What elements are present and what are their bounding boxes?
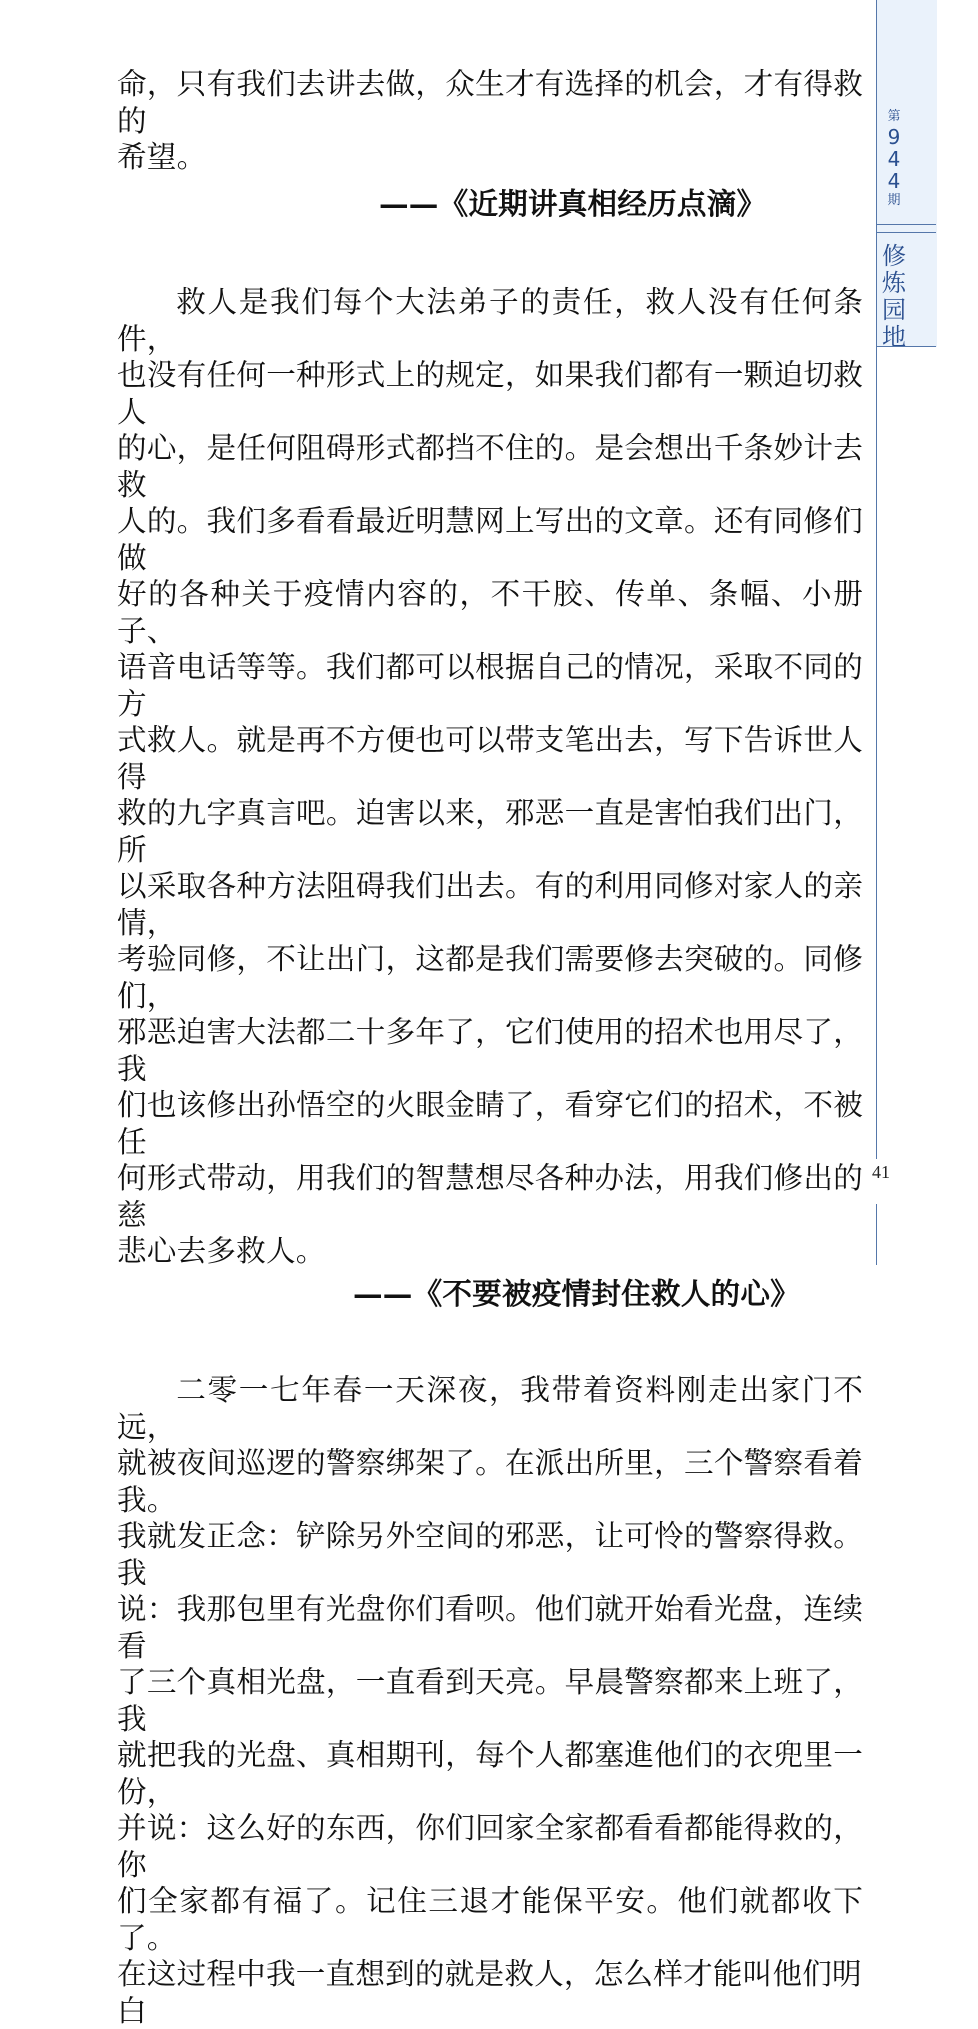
sidebar-rule <box>876 1204 877 1265</box>
source-title-1: ——《近期讲真相经历点滴》 <box>379 185 767 221</box>
text-line: 命，只有我们去讲去做，众生才有选择的机会，才有得救的 <box>117 67 863 138</box>
sidebar <box>876 0 978 1265</box>
section-title <box>878 243 910 351</box>
text-line: 就被夜间巡逻的警察绑架了。在派出所里，三个警察看着我。 <box>117 1446 863 1517</box>
text-line: 希望。 <box>117 140 207 174</box>
paragraph-1 <box>117 66 863 176</box>
text-line: 并说：这么好的东西，你们回家全家都看看都能得救的，你 <box>117 1811 863 1882</box>
text-line: 人的。我们多看看最近明慧网上写出的文章。还有同修们做 <box>117 504 863 575</box>
issue-suffix: 期 <box>887 193 901 208</box>
text-line: 了三个真相光盘，一直看到天亮。早晨警察都来上班了，我 <box>117 1665 863 1736</box>
section-char: 修 <box>882 242 906 270</box>
source-title-2: ——《不要被疫情封住救人的心》 <box>353 1275 800 1311</box>
text-line: 们也该修出孙悟空的火眼金睛了，看穿它们的招术，不被任 <box>117 1088 863 1159</box>
text-line: 就把我的光盘、真相期刊，每个人都塞進他们的衣兜里一份， <box>117 1738 863 1809</box>
text-line: 语音电话等等。我们都可以根据自己的情况，采取不同的方 <box>117 650 863 721</box>
text-line: 说：我那包里有光盘你们看呗。他们就开始看光盘，连续看 <box>117 1592 863 1663</box>
sidebar-divider <box>876 224 936 225</box>
text-line: 邪恶迫害大法都二十多年了，它们使用的招术也用尽了，我 <box>117 1015 863 1086</box>
page-number: 41 <box>872 1162 890 1182</box>
paragraph-2 <box>117 284 863 1270</box>
text-line: 好的各种关于疫情内容的，不干胶、传单、条幅、小册子、 <box>117 577 863 648</box>
sidebar-divider <box>876 346 936 347</box>
paragraph-3 <box>117 1372 863 2029</box>
text-line: 考验同修，不让出门，这都是我们需要修去突破的。同修们， <box>117 942 863 1013</box>
section-char: 园 <box>882 296 906 324</box>
text-line: 救人是我们每个大法弟子的责任，救人没有任何条件， <box>117 285 863 356</box>
text-line: 悲心去多救人。 <box>117 1234 326 1268</box>
text-line: 在这过程中我一直想到的就是救人，怎么样才能叫他们明白 <box>117 1957 862 2028</box>
text-line: 救的九字真言吧。迫害以来，邪恶一直是害怕我们出门，所 <box>117 796 863 867</box>
text-line: 们全家都有福了。记住三退才能保平安。他们就都收下了。 <box>117 1884 863 1955</box>
text-line: 以采取各种方法阻碍我们出去。有的利用同修对家人的亲情， <box>117 869 863 940</box>
sidebar-divider <box>876 232 936 233</box>
text-line: 二零一七年春一天深夜，我带着资料刚走出家门不远， <box>117 1373 863 1444</box>
issue-prefix: 第 <box>887 109 901 124</box>
issue-digit: 4 <box>887 169 901 193</box>
article-body <box>117 66 863 2029</box>
issue-label <box>876 108 912 210</box>
text-line: 的心，是任何阻碍形式都挡不住的。是会想出千条妙计去救 <box>117 431 863 502</box>
section-char: 地 <box>882 323 906 351</box>
text-line: 也没有任何一种形式上的规定，如果我们都有一颗迫切救人 <box>117 358 863 429</box>
sidebar-rule <box>876 347 877 1159</box>
text-line: 何形式带动，用我们的智慧想尽各种办法，用我们修出的慈 <box>117 1161 863 1232</box>
text-line: 式救人。就是再不方便也可以带支笔出去，写下告诉世人得 <box>117 723 863 794</box>
text-line: 我就发正念：铲除另外空间的邪恶，让可怜的警察得救。我 <box>117 1519 863 1590</box>
section-char: 炼 <box>882 269 906 297</box>
issue-digit: 4 <box>887 147 901 171</box>
issue-digit: 9 <box>887 125 901 149</box>
